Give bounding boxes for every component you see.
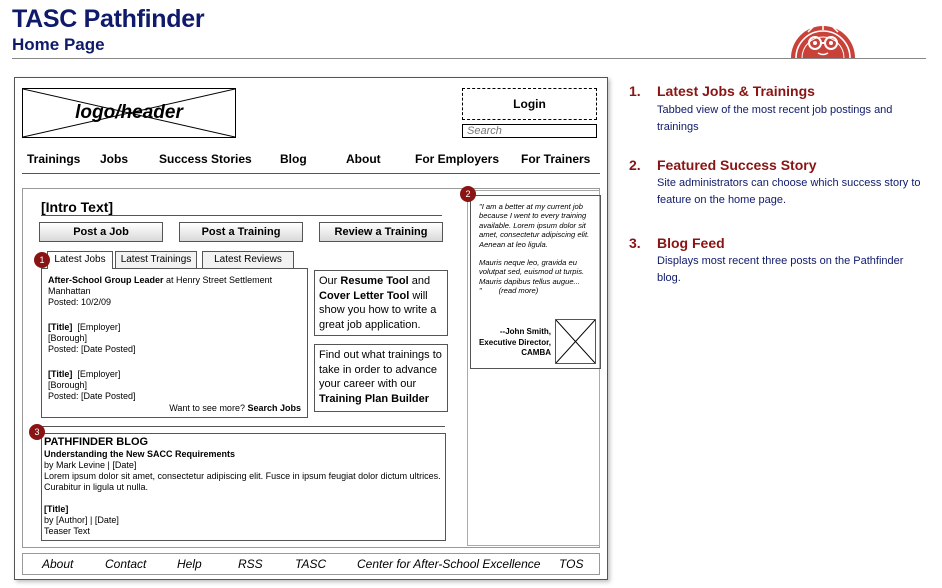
nav-about[interactable]: About: [346, 152, 381, 166]
job-posted-date: Posted: [Date Posted]: [48, 391, 136, 401]
job-listing[interactable]: [48, 369, 136, 402]
training-plan-callout[interactable]: Find out what trainings to take in order to advance your career with our Training Plan Builder: [314, 344, 448, 412]
tab-latest-jobs[interactable]: Latest Jobs: [47, 251, 113, 269]
blog-post-byline: by [Author] | [Date]: [44, 515, 119, 525]
job-title: [Title]: [48, 322, 73, 332]
blog-post-body: Curabitur in ligula ut nulla.: [44, 482, 149, 492]
blog-post-body: Lorem ipsum dolor sit amet, consectetur adipiscing elit. Fusce in ipsum feugiat dolor dictum ultrices.: [44, 471, 441, 481]
nav-for-trainers[interactable]: For Trainers: [521, 152, 591, 166]
training-plan-builder-link[interactable]: Training Plan Builder: [319, 392, 430, 405]
nav-jobs[interactable]: Jobs: [100, 152, 129, 166]
resume-tool-callout[interactable]: Our Resume Tool and Cover Letter Tool will show you how to write a great job application.: [314, 270, 448, 336]
job-borough: [Borough]: [48, 333, 88, 343]
annotation-number: 3.: [629, 235, 641, 251]
annotation-title: Blog Feed: [657, 235, 725, 251]
blog-heading: PATHFINDER BLOG: [44, 436, 149, 448]
job-title: After-School Group Leader: [48, 275, 164, 285]
intro-text: [Intro Text]: [41, 199, 114, 215]
nav-trainings[interactable]: Trainings: [27, 152, 81, 166]
annotation-description: Site administrators can choose which success story to feature on the home page.: [657, 177, 921, 206]
footer-center-link[interactable]: Center for After-School Excellence: [357, 557, 541, 571]
annotation-marker-1: 1: [34, 252, 50, 268]
nav-for-employers[interactable]: For Employers: [415, 152, 500, 166]
blog-post-title[interactable]: [Title]: [44, 504, 69, 514]
job-employer: at Henry Street Settlement: [166, 275, 273, 285]
search-jobs-link[interactable]: Search Jobs: [247, 403, 301, 413]
footer-tos-link[interactable]: TOS: [559, 557, 584, 571]
job-listing[interactable]: [48, 275, 272, 308]
footer-rss-link[interactable]: RSS: [238, 557, 263, 571]
footer-help-link[interactable]: Help: [177, 557, 202, 571]
nav-success-stories[interactable]: Success Stories: [159, 152, 252, 166]
job-listing[interactable]: [48, 322, 136, 355]
footer-contact-link[interactable]: Contact: [105, 557, 147, 571]
quote-paragraph: Mauris neque leo, gravida eu volutpat sed, euismod ut turpis. Mauris dapibus tellus augue... " (read more): [479, 258, 585, 296]
login-button[interactable]: [462, 88, 597, 120]
post-training-button[interactable]: Post a Training: [179, 222, 303, 242]
logo-header-label: logo/header: [75, 102, 183, 123]
annotation-title: Featured Success Story: [657, 157, 817, 173]
blog-post-byline: by Mark Levine | [Date]: [44, 460, 137, 470]
search-input[interactable]: [462, 124, 597, 138]
document-title: TASC Pathfinder: [12, 5, 205, 33]
annotation-description: Displays most recent three posts on the Pathfinder blog.: [657, 255, 904, 284]
see-more-prefix: Want to see more?: [169, 403, 245, 413]
job-posted-date: Posted: [Date Posted]: [48, 344, 136, 354]
brand-logo-icon: [788, 16, 858, 58]
blog-post-title[interactable]: Understanding the New SACC Requirements: [44, 449, 236, 459]
quote-paragraph: "I am a better at my current job because I went to every training available. Lorem ipsum dolor sit amet, consectetur adipiscing elit. Aenean at leo ligula.: [479, 202, 590, 249]
header-divider: [12, 58, 926, 59]
story-attribution: --John Smith, Executive Director, CAMBA: [478, 327, 551, 357]
success-story-quote: [479, 202, 597, 305]
annotation-title: Latest Jobs & Trainings: [657, 83, 815, 99]
post-job-button[interactable]: Post a Job: [39, 222, 163, 242]
annotation-description: Tabbed view of the most recent job postings and trainings: [657, 104, 893, 133]
tab-latest-trainings[interactable]: Latest Trainings: [115, 251, 197, 268]
job-employer: [Employer]: [77, 322, 121, 332]
nav-blog[interactable]: Blog: [280, 152, 307, 166]
annotation-number: 1.: [629, 83, 641, 99]
annotation-number: 2.: [629, 157, 641, 173]
blog-divider: [41, 426, 445, 427]
job-borough: Manhattan: [48, 286, 91, 296]
cover-letter-tool-link[interactable]: Cover Letter Tool: [319, 289, 410, 302]
image-placeholder-icon: [556, 320, 595, 363]
latest-jobs-panel: [41, 268, 308, 418]
job-employer: [Employer]: [77, 369, 121, 379]
tab-latest-reviews[interactable]: Latest Reviews: [202, 251, 294, 268]
job-borough: [Borough]: [48, 380, 88, 390]
footer-about-link[interactable]: About: [42, 557, 74, 571]
nav-divider: [22, 173, 600, 174]
login-label: Login: [513, 97, 546, 111]
story-photo-placeholder: [555, 319, 596, 364]
job-posted-date: Posted: 10/2/09: [48, 297, 112, 307]
read-more-link[interactable]: (read more): [498, 286, 539, 296]
resume-tool-link[interactable]: Resume Tool: [340, 275, 409, 287]
footer-tasc-link[interactable]: TASC: [295, 557, 327, 571]
intro-divider: [41, 215, 442, 216]
annotation-marker-3: 3: [29, 424, 45, 440]
blog-feed: [41, 433, 446, 541]
blog-post-teaser: Teaser Text: [44, 526, 90, 536]
annotation-marker-2: 2: [460, 186, 476, 202]
see-more-jobs: [169, 403, 301, 414]
logo-header-placeholder: [22, 88, 236, 138]
review-training-button[interactable]: Review a Training: [319, 222, 443, 242]
job-title: [Title]: [48, 369, 73, 379]
document-subtitle: Home Page: [12, 35, 105, 54]
